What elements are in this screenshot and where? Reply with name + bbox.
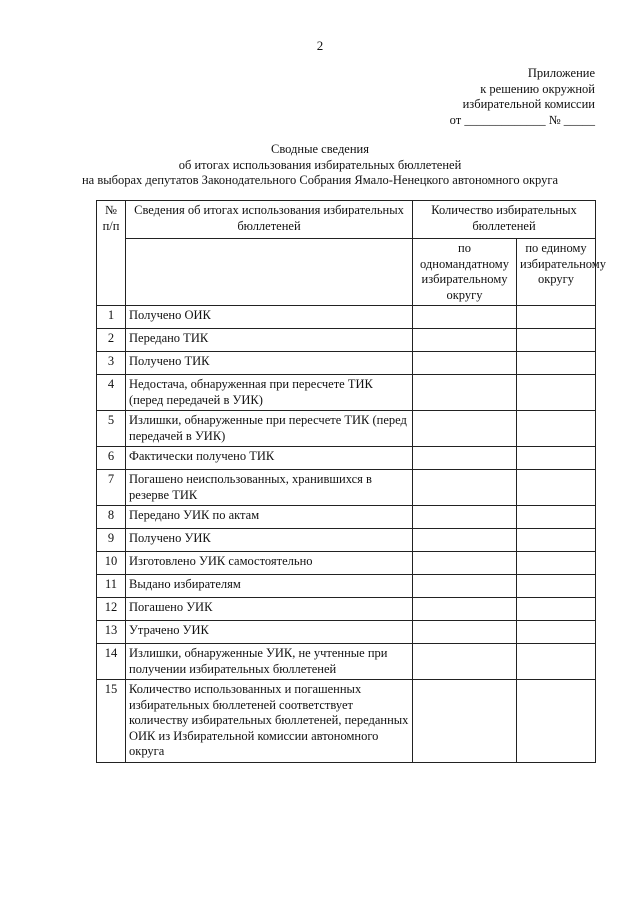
row-number: 14 [97, 644, 126, 680]
cell-unified[interactable] [517, 411, 596, 447]
title-line-1: Сводные сведения [271, 142, 369, 156]
cell-unified[interactable] [517, 306, 596, 329]
row-number: 6 [97, 447, 126, 470]
row-text: Количество использованных и погашенных избирательных бюллетеней соответствует количеству избирательных бюллетеней, переданных ОИК из Избирательной комиссии автономного округа [126, 680, 413, 763]
row-number: 10 [97, 552, 126, 575]
table-row [97, 598, 596, 621]
row-text: Погашено неиспользованных, хранившихся в резерве ТИК [126, 470, 413, 506]
cell-single-mandate[interactable] [413, 575, 517, 598]
cell-single-mandate[interactable] [413, 529, 517, 552]
table-row [97, 447, 596, 470]
table-row [97, 680, 596, 763]
cell-unified[interactable] [517, 470, 596, 506]
cell-single-mandate[interactable] [413, 411, 517, 447]
row-text: Передано УИК по актам [126, 506, 413, 529]
cell-unified[interactable] [517, 598, 596, 621]
row-number: 1 [97, 306, 126, 329]
header-unified: по единому избирательному округу [517, 239, 596, 306]
row-number: 5 [97, 411, 126, 447]
row-text: Получено ОИК [126, 306, 413, 329]
cell-single-mandate[interactable] [413, 598, 517, 621]
row-text: Выдано избирателям [126, 575, 413, 598]
table-row [97, 306, 596, 329]
title-line-3: на выборах депутатов Законодательного Собрания Ямало-Ненецкого автономного округа [81, 173, 559, 187]
cell-unified[interactable] [517, 680, 596, 763]
table-row [97, 575, 596, 598]
table-row [97, 329, 596, 352]
cell-single-mandate[interactable] [413, 506, 517, 529]
table-row [97, 411, 596, 447]
cell-single-mandate[interactable] [413, 680, 517, 763]
cell-single-mandate[interactable] [413, 447, 517, 470]
table-row [97, 470, 596, 506]
header-quantity: Количество избирательных бюллетеней [413, 201, 596, 239]
row-number: 2 [97, 329, 126, 352]
table-row [97, 352, 596, 375]
row-number: 12 [97, 598, 126, 621]
row-text: Недостача, обнаруженная при пересчете ТИК (перед передачей в УИК) [126, 375, 413, 411]
table-row [97, 552, 596, 575]
row-text: Получено ТИК [126, 352, 413, 375]
cell-unified[interactable] [517, 506, 596, 529]
row-number: 11 [97, 575, 126, 598]
row-number: 7 [97, 470, 126, 506]
appendix-line-3: избирательной комиссии [462, 97, 595, 111]
appendix-line-1: Приложение [527, 66, 595, 80]
cell-single-mandate[interactable] [413, 375, 517, 411]
document-title [0, 142, 640, 189]
table-row [97, 506, 596, 529]
row-number: 15 [97, 680, 126, 763]
row-text: Фактически получено ТИК [126, 447, 413, 470]
table-row [97, 621, 596, 644]
cell-single-mandate[interactable] [413, 552, 517, 575]
row-text: Передано ТИК [126, 329, 413, 352]
table-row [97, 529, 596, 552]
table-row [97, 375, 596, 411]
appendix-line-2: к решению окружной [480, 81, 595, 96]
row-number: 4 [97, 375, 126, 411]
table-subheader-row [97, 239, 596, 306]
row-number: 8 [97, 506, 126, 529]
table-row [97, 644, 596, 680]
header-number: № п/п [97, 201, 126, 306]
appendix-date-number: от _____________ № _____ [449, 112, 595, 127]
header-info: Сведения об итогах использования избирательных бюллетеней [126, 201, 413, 239]
row-number: 13 [97, 621, 126, 644]
cell-single-mandate[interactable] [413, 470, 517, 506]
row-text: Погашено УИК [126, 598, 413, 621]
cell-unified[interactable] [517, 329, 596, 352]
row-text: Излишки, обнаруженные УИК, не учтенные при получении избирательных бюллетеней [126, 644, 413, 680]
page-number: 2 [316, 38, 324, 53]
row-text: Изготовлено УИК самостоятельно [126, 552, 413, 575]
cell-single-mandate[interactable] [413, 352, 517, 375]
cell-single-mandate[interactable] [413, 644, 517, 680]
cell-single-mandate[interactable] [413, 621, 517, 644]
summary-table [96, 200, 606, 763]
cell-unified[interactable] [517, 447, 596, 470]
cell-unified[interactable] [517, 552, 596, 575]
row-text: Излишки, обнаруженные при пересчете ТИК (перед передачей в УИК) [126, 411, 413, 447]
cell-unified[interactable] [517, 621, 596, 644]
cell-unified[interactable] [517, 375, 596, 411]
cell-unified[interactable] [517, 529, 596, 552]
table-header-row [97, 201, 596, 239]
cell-unified[interactable] [517, 575, 596, 598]
row-text: Получено УИК [126, 529, 413, 552]
cell-unified[interactable] [517, 644, 596, 680]
appendix-block [335, 66, 595, 128]
header-single-mandate: по одномандатному избирательному округу [413, 239, 517, 306]
cell-unified[interactable] [517, 352, 596, 375]
row-number: 3 [97, 352, 126, 375]
title-line-2: об итогах использования избирательных бюллетеней [178, 157, 462, 172]
cell-single-mandate[interactable] [413, 329, 517, 352]
row-number: 9 [97, 529, 126, 552]
cell-single-mandate[interactable] [413, 306, 517, 329]
header-info-blank [126, 239, 413, 306]
row-text: Утрачено УИК [126, 621, 413, 644]
